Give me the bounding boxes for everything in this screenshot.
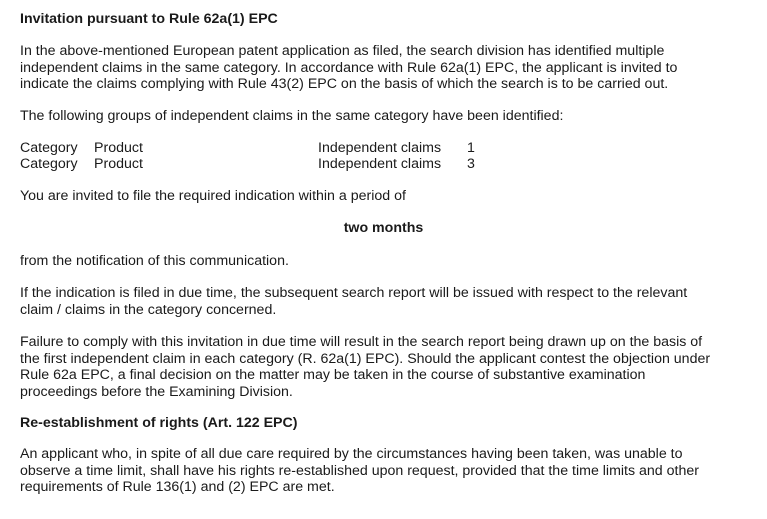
failure-line: Rule 62a EPC, a final decision on the matter may be taken in the course of substantive examination	[20, 367, 646, 383]
due-time-line: claim / claims in the category concerned.	[20, 301, 277, 318]
period-intro: You are invited to file the required indication within a period of	[20, 188, 406, 204]
category-label: Category	[20, 140, 78, 156]
intro-line: indicate the claims complying with Rule 43(2) EPC on the basis of which the search is to be carried out.	[20, 76, 669, 92]
period-value: two months	[343, 220, 424, 236]
document-title: Invitation pursuant to Rule 62a(1) EPC	[20, 11, 278, 27]
failure-line: the first independent claim in each category (R. 62a(1) EPC). Should the applicant contest the objection under	[20, 350, 711, 367]
claims-label: Independent claims	[318, 140, 442, 156]
failure-line: Failure to comply with this invitation in due time will result in the search report being drawn up on the basis of	[20, 334, 703, 350]
claims-label: Independent claims	[318, 156, 442, 172]
reestablishment-line: observe a time limit, shall have his rights re-established upon request, provided that the time limits and other	[20, 462, 699, 479]
reestablishment-heading: Re-establishment of rights (Art. 122 EPC)	[20, 415, 298, 431]
due-time-line: If the indication is filed in due time, the subsequent search report will be issued with respect to the relevant	[20, 285, 688, 301]
failure-line: proceedings before the Examining Division.	[20, 383, 293, 400]
intro-line: independent claims in the same category. In accordance with Rule 62a(1) EPC, the applicant is invited to	[20, 59, 678, 76]
intro-paragraph	[20, 43, 765, 93]
claims-number: 3	[467, 156, 475, 172]
claim-group-row	[20, 156, 765, 173]
due-time-paragraph	[20, 285, 765, 318]
reestablishment-line: An applicant who, in spite of all due care required by the circumstances having been taken, was unable to	[20, 446, 683, 462]
intro-line: In the above-mentioned European patent application as filed, the search division has identified multiple	[20, 43, 665, 59]
category-value: Product	[94, 156, 143, 172]
claim-group-row	[20, 140, 765, 157]
category-value: Product	[94, 140, 143, 156]
period-from: from the notification of this communication.	[20, 253, 289, 269]
groups-intro: The following groups of independent claims in the same category have been identified:	[20, 108, 564, 124]
category-label: Category	[20, 156, 78, 172]
claims-number: 1	[467, 140, 475, 156]
failure-paragraph	[20, 334, 765, 400]
reestablishment-paragraph	[20, 446, 765, 496]
reestablishment-line: requirements of Rule 136(1) and (2) EPC are met.	[20, 479, 335, 495]
